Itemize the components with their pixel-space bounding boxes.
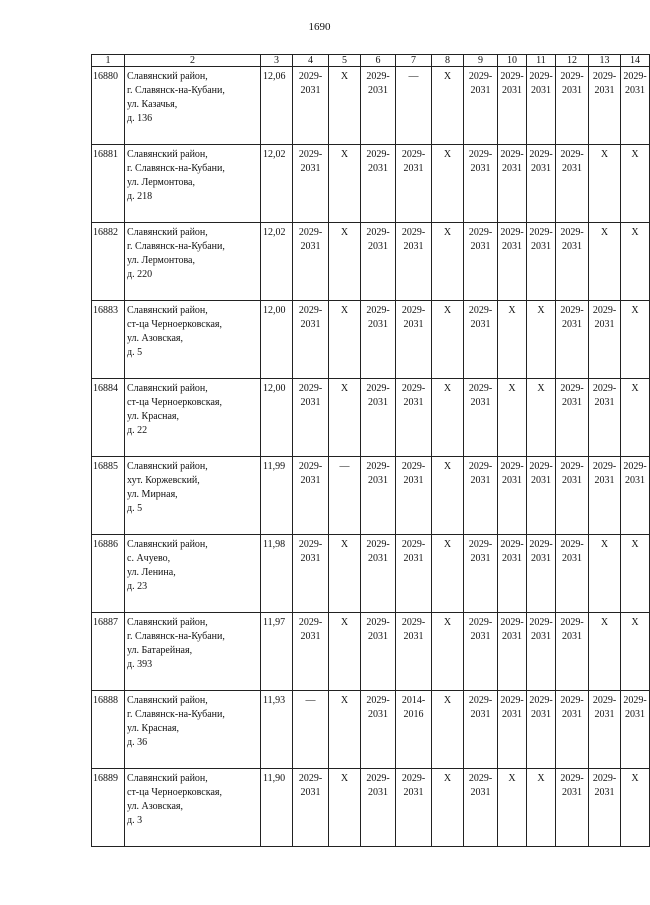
table-cell: — xyxy=(293,691,329,769)
table-cell: 2029- 2031 xyxy=(498,457,527,535)
table-cell: Х xyxy=(432,145,464,223)
row-number: 16887 xyxy=(92,613,125,691)
table-cell: 2029- 2031 xyxy=(293,379,329,457)
table-cell: 2029- 2031 xyxy=(464,457,498,535)
table-cell: 2029- 2031 xyxy=(396,613,432,691)
table-cell: Х xyxy=(621,379,650,457)
table-cell: Х xyxy=(589,535,621,613)
table-cell: Х xyxy=(329,223,361,301)
address-cell: Славянский район, г. Славянск-на-Кубани, ул. Лермонтова, д. 220 xyxy=(125,223,261,301)
column-header-8: 8 xyxy=(432,55,464,67)
table-cell: 2029- 2031 xyxy=(396,535,432,613)
table-cell: Х xyxy=(329,67,361,145)
table-row xyxy=(92,223,650,301)
address-cell: Славянский район, ст-ца Черноерковская, ул. Азовская, д. 3 xyxy=(125,769,261,847)
table-cell: Х xyxy=(432,613,464,691)
table-cell: Х xyxy=(498,769,527,847)
column-header-9: 9 xyxy=(464,55,498,67)
table-cell: Х xyxy=(329,379,361,457)
table-cell: 2029- 2031 xyxy=(556,535,589,613)
table-cell: 2029- 2031 xyxy=(589,379,621,457)
row-number: 16888 xyxy=(92,691,125,769)
table-cell: 2029- 2031 xyxy=(464,535,498,613)
table-cell: Х xyxy=(432,223,464,301)
table-cell: 2029- 2031 xyxy=(527,535,556,613)
table-cell: Х xyxy=(589,145,621,223)
table-cell: 2029- 2031 xyxy=(556,769,589,847)
address-cell: Славянский район, хут. Коржевский, ул. Мирная, д. 5 xyxy=(125,457,261,535)
table-cell: 2029- 2031 xyxy=(361,301,396,379)
table-cell: 2029- 2031 xyxy=(396,769,432,847)
value-cell: 11,97 xyxy=(261,613,293,691)
table-cell: Х xyxy=(621,223,650,301)
table-cell: Х xyxy=(621,301,650,379)
table-cell: 2029- 2031 xyxy=(464,691,498,769)
column-header-14: 14 xyxy=(621,55,650,67)
table-cell: 2029- 2031 xyxy=(556,457,589,535)
row-number: 16886 xyxy=(92,535,125,613)
address-cell: Славянский район, г. Славянск-на-Кубани, ул. Красная, д. 36 xyxy=(125,691,261,769)
table-cell: 2029- 2031 xyxy=(621,691,650,769)
table-row xyxy=(92,301,650,379)
value-cell: 12,00 xyxy=(261,301,293,379)
table-cell: Х xyxy=(432,691,464,769)
table-cell: 2029- 2031 xyxy=(396,457,432,535)
value-cell: 12,06 xyxy=(261,67,293,145)
table-cell: 2029- 2031 xyxy=(527,613,556,691)
table-cell: 2029- 2031 xyxy=(527,457,556,535)
table-cell: 2029- 2031 xyxy=(464,301,498,379)
value-cell: 12,02 xyxy=(261,223,293,301)
address-cell: Славянский район, г. Славянск-на-Кубани, ул. Казачья, д. 136 xyxy=(125,67,261,145)
table-cell: 2029- 2031 xyxy=(396,223,432,301)
table-cell: 2029- 2031 xyxy=(293,223,329,301)
table-cell: 2014- 2016 xyxy=(396,691,432,769)
table-cell: 2029- 2031 xyxy=(293,145,329,223)
table-cell: 2029- 2031 xyxy=(556,379,589,457)
table-cell: Х xyxy=(527,301,556,379)
table-cell: 2029- 2031 xyxy=(293,457,329,535)
column-header-4: 4 xyxy=(293,55,329,67)
table-cell: 2029- 2031 xyxy=(361,691,396,769)
address-cell: Славянский район, ст-ца Черноерковская, ул. Азовская, д. 5 xyxy=(125,301,261,379)
table-cell: Х xyxy=(498,379,527,457)
table-cell: — xyxy=(396,67,432,145)
table-cell: 2029- 2031 xyxy=(556,613,589,691)
table-cell: Х xyxy=(432,67,464,145)
table-cell: 2029- 2031 xyxy=(589,67,621,145)
table-cell: 2029- 2031 xyxy=(556,67,589,145)
table-cell: 2029- 2031 xyxy=(361,67,396,145)
table-cell: 2029- 2031 xyxy=(396,145,432,223)
table-cell: Х xyxy=(527,769,556,847)
column-header-13: 13 xyxy=(589,55,621,67)
address-cell: Славянский район, г. Славянск-на-Кубани, ул. Батарейная, д. 393 xyxy=(125,613,261,691)
table-cell: 2029- 2031 xyxy=(527,691,556,769)
table-cell: 2029- 2031 xyxy=(464,613,498,691)
table-cell: 2029- 2031 xyxy=(589,457,621,535)
table-cell: 2029- 2031 xyxy=(464,145,498,223)
table-cell: Х xyxy=(589,223,621,301)
column-header-11: 11 xyxy=(527,55,556,67)
row-number: 16883 xyxy=(92,301,125,379)
table-cell: 2029- 2031 xyxy=(556,145,589,223)
table-cell: 2029- 2031 xyxy=(589,301,621,379)
value-cell: 12,02 xyxy=(261,145,293,223)
table-cell: 2029- 2031 xyxy=(527,223,556,301)
table-cell: 2029- 2031 xyxy=(464,769,498,847)
column-header-12: 12 xyxy=(556,55,589,67)
table-cell: Х xyxy=(329,691,361,769)
row-number: 16885 xyxy=(92,457,125,535)
table-cell: 2029- 2031 xyxy=(498,223,527,301)
table-row xyxy=(92,535,650,613)
table-cell: 2029- 2031 xyxy=(556,301,589,379)
table-row xyxy=(92,145,650,223)
table-row xyxy=(92,67,650,145)
page-number: 1690 xyxy=(308,21,331,33)
table-cell: 2029- 2031 xyxy=(498,145,527,223)
table-cell: Х xyxy=(432,457,464,535)
table-cell: Х xyxy=(589,613,621,691)
table-cell: 2029- 2031 xyxy=(361,769,396,847)
value-cell: 12,00 xyxy=(261,379,293,457)
table-cell: 2029- 2031 xyxy=(589,691,621,769)
value-cell: 11,98 xyxy=(261,535,293,613)
row-number: 16881 xyxy=(92,145,125,223)
table-cell: 2029- 2031 xyxy=(361,613,396,691)
table-cell: Х xyxy=(621,145,650,223)
value-cell: 11,90 xyxy=(261,769,293,847)
table-cell: 2029- 2031 xyxy=(498,613,527,691)
column-header-3: 3 xyxy=(261,55,293,67)
address-cell: Славянский район, ст-ца Черноерковская, ул. Красная, д. 22 xyxy=(125,379,261,457)
table-row xyxy=(92,691,650,769)
table-cell: — xyxy=(329,457,361,535)
table-cell: 2029- 2031 xyxy=(293,67,329,145)
registry-table xyxy=(91,54,650,847)
table-cell: 2029- 2031 xyxy=(293,769,329,847)
table-row xyxy=(92,379,650,457)
table-row xyxy=(92,457,650,535)
table-cell: Х xyxy=(621,613,650,691)
column-header-10: 10 xyxy=(498,55,527,67)
row-number: 16880 xyxy=(92,67,125,145)
table-cell: Х xyxy=(329,769,361,847)
table-cell: 2029- 2031 xyxy=(361,379,396,457)
table-row xyxy=(92,769,650,847)
table-cell: 2029- 2031 xyxy=(527,67,556,145)
table-cell: 2029- 2031 xyxy=(293,613,329,691)
address-cell: Славянский район, с. Ачуево, ул. Ленина, д. 23 xyxy=(125,535,261,613)
header-row xyxy=(92,55,650,67)
table-cell: Х xyxy=(329,535,361,613)
table-row xyxy=(92,613,650,691)
address-cell: Славянский район, г. Славянск-на-Кубани, ул. Лермонтова, д. 218 xyxy=(125,145,261,223)
table-cell: Х xyxy=(527,379,556,457)
table-cell: 2029- 2031 xyxy=(464,223,498,301)
row-number: 16882 xyxy=(92,223,125,301)
column-header-6: 6 xyxy=(361,55,396,67)
column-header-7: 7 xyxy=(396,55,432,67)
column-header-5: 5 xyxy=(329,55,361,67)
value-cell: 11,93 xyxy=(261,691,293,769)
row-number: 16884 xyxy=(92,379,125,457)
table-cell: 2029- 2031 xyxy=(589,769,621,847)
table-cell: 2029- 2031 xyxy=(621,457,650,535)
table-cell: 2029- 2031 xyxy=(464,67,498,145)
table-cell: Х xyxy=(432,769,464,847)
table-cell: 2029- 2031 xyxy=(498,67,527,145)
table-cell: 2029- 2031 xyxy=(498,691,527,769)
table-cell: 2029- 2031 xyxy=(396,379,432,457)
table-cell: Х xyxy=(432,379,464,457)
column-header-2: 2 xyxy=(125,55,261,67)
row-number: 16889 xyxy=(92,769,125,847)
table-cell: 2029- 2031 xyxy=(498,535,527,613)
table-cell: 2029- 2031 xyxy=(361,457,396,535)
table-cell: Х xyxy=(621,769,650,847)
table-cell: Х xyxy=(329,613,361,691)
table-cell: Х xyxy=(432,535,464,613)
table-cell: Х xyxy=(432,301,464,379)
table-cell: 2029- 2031 xyxy=(464,379,498,457)
table-cell: 2029- 2031 xyxy=(396,301,432,379)
table-cell: 2029- 2031 xyxy=(556,223,589,301)
value-cell: 11,99 xyxy=(261,457,293,535)
table-cell: 2029- 2031 xyxy=(293,535,329,613)
table-cell: 2029- 2031 xyxy=(556,691,589,769)
table-cell: 2029- 2031 xyxy=(361,223,396,301)
table-cell: Х xyxy=(621,535,650,613)
table-cell: 2029- 2031 xyxy=(621,67,650,145)
table-body xyxy=(92,67,650,847)
table-cell: 2029- 2031 xyxy=(293,301,329,379)
table-cell: Х xyxy=(329,301,361,379)
table-cell: 2029- 2031 xyxy=(527,145,556,223)
table-cell: Х xyxy=(329,145,361,223)
column-header-1: 1 xyxy=(92,55,125,67)
table-cell: Х xyxy=(498,301,527,379)
table-cell: 2029- 2031 xyxy=(361,535,396,613)
table-cell: 2029- 2031 xyxy=(361,145,396,223)
